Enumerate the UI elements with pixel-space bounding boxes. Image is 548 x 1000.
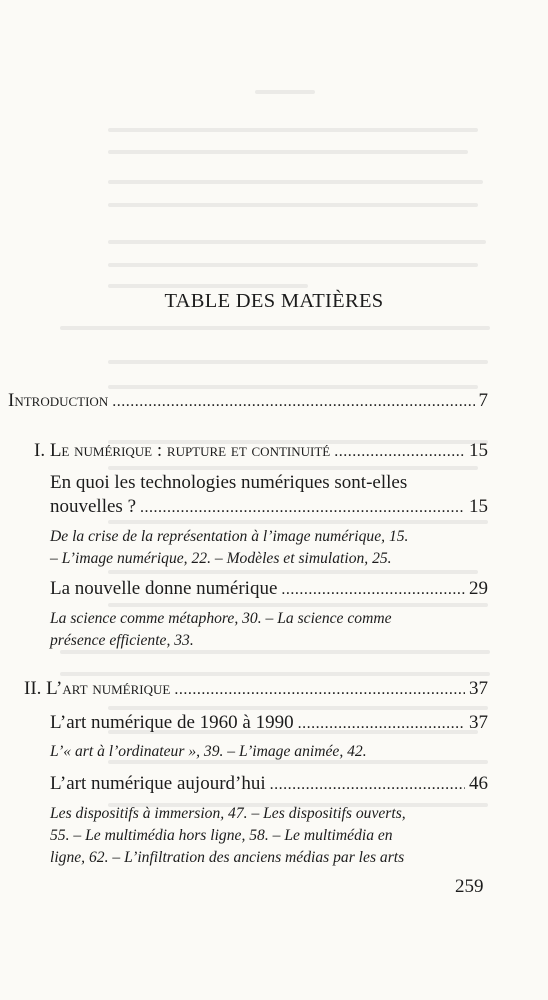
toc-page-number: 46 bbox=[469, 773, 488, 794]
toc-entry-section-1960-1990[interactable] bbox=[50, 712, 488, 734]
toc-page-number: 29 bbox=[469, 578, 488, 599]
toc-entry-part-1[interactable] bbox=[34, 440, 488, 462]
leader-dots bbox=[281, 581, 465, 599]
part-title: L’art numérique bbox=[46, 678, 171, 699]
toc-entry-label: nouvelles ? bbox=[50, 496, 137, 517]
toc-entry-label: L’art numérique aujourd’hui bbox=[50, 773, 266, 794]
subsection-line: présence efficiente, 33. bbox=[50, 632, 194, 649]
subsection-line: ligne, 62. – L’infiltration des anciens médias par les arts bbox=[50, 849, 405, 866]
toc-page-number: 15 bbox=[469, 440, 488, 461]
leader-dots bbox=[112, 393, 474, 411]
toc-entry-label: La nouvelle donne numérique bbox=[50, 578, 278, 599]
toc-subsection-list bbox=[50, 803, 488, 869]
leader-dots bbox=[174, 681, 465, 699]
page-number: 259 bbox=[455, 876, 484, 897]
subsection-line: La science comme métaphore, 30. – La science comme bbox=[50, 610, 392, 627]
toc-entry-label: En quoi les technologies numériques sont-elles bbox=[50, 472, 408, 493]
leader-dots bbox=[270, 776, 465, 794]
toc-page-number: 37 bbox=[469, 712, 488, 733]
toc-entry-label: Introduction bbox=[8, 390, 109, 411]
toc-entry-section-label-line1[interactable] bbox=[50, 472, 488, 494]
subsection-line: 55. – Le multimédia hors ligne, 58. – Le multimédia en bbox=[50, 827, 393, 844]
subsection-line: Les dispositifs à immersion, 47. – Les dispositifs ouverts, bbox=[50, 805, 406, 822]
toc-entry-label bbox=[24, 678, 170, 700]
part-number: II. bbox=[24, 678, 47, 699]
subsection-line: De la crise de la représentation à l’image numérique, 15. bbox=[50, 528, 409, 545]
toc-page-number: 7 bbox=[478, 390, 488, 411]
toc-entry-label: L’art numérique de 1960 à 1990 bbox=[50, 712, 294, 733]
toc-subsection-list bbox=[50, 608, 488, 652]
leader-dots bbox=[334, 443, 465, 461]
toc-title: TABLE DES MATIÈRES bbox=[164, 290, 384, 312]
toc-entry-label bbox=[34, 440, 330, 462]
leader-dots bbox=[298, 715, 465, 733]
toc-entry-section-aujourdhui[interactable] bbox=[50, 773, 488, 795]
part-number: I. bbox=[34, 440, 50, 461]
part-title: Le numérique : rupture et continuité bbox=[49, 440, 331, 461]
subsection-line: L’« art à l’ordinateur », 39. – L’image animée, 42. bbox=[50, 743, 367, 760]
toc-subsection-list bbox=[50, 741, 488, 763]
leader-dots bbox=[140, 499, 465, 517]
toc-entry-introduction[interactable] bbox=[8, 390, 488, 412]
toc-subsection-list bbox=[50, 526, 488, 570]
subsection-line: – L’image numérique, 22. – Modèles et simulation, 25. bbox=[50, 550, 392, 567]
toc-entry-section-technologies[interactable] bbox=[50, 496, 488, 518]
toc-page-number: 15 bbox=[469, 496, 488, 517]
toc-page-number: 37 bbox=[469, 678, 488, 699]
toc-entry-part-2[interactable] bbox=[24, 678, 488, 700]
toc-entry-section-nouvelle-donne[interactable] bbox=[50, 578, 488, 600]
